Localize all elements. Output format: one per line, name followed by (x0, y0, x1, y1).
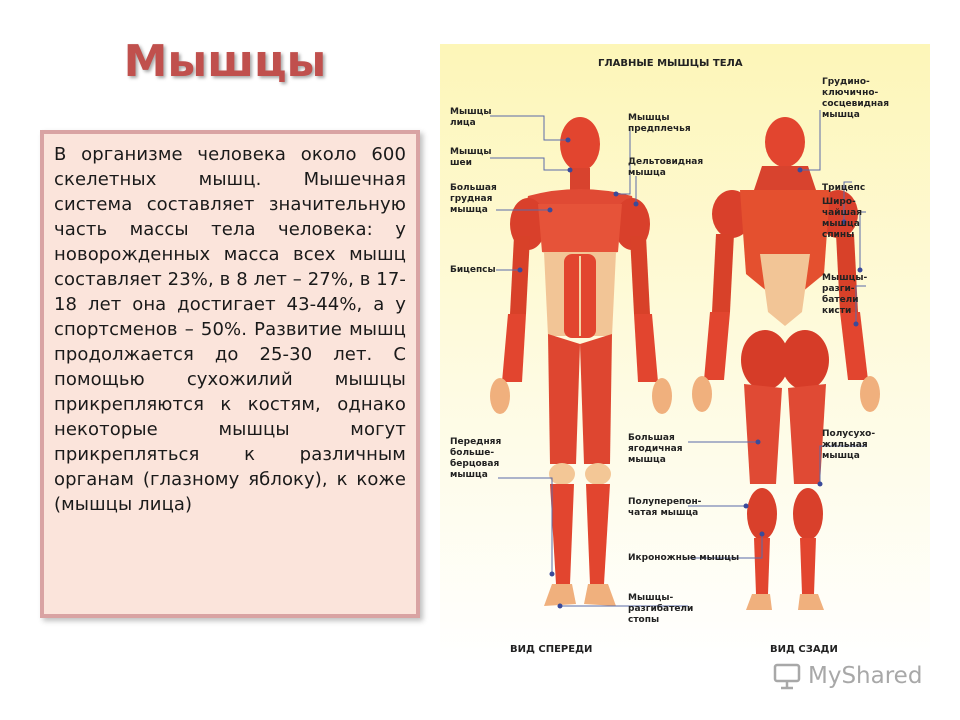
diagram-header: ГЛАВНЫЕ МЫШЦЫ ТЕЛА (598, 58, 743, 69)
muscle-label: Полуперепон-чатая мышца (628, 497, 702, 518)
muscle-label: Полусухо-жильная мышца (822, 429, 876, 461)
muscle-label: Икроножные мышцы (628, 553, 740, 563)
muscle-label: Грудино-ключично-сосцевидная мышца (822, 77, 889, 120)
muscle-diagram (440, 44, 930, 664)
text-box (40, 130, 420, 618)
muscle-label: Большая ягодичная мышца (628, 433, 683, 465)
muscle-label: Бицепсы (450, 265, 496, 275)
muscle-label: Мышцы шеи (450, 147, 492, 168)
muscle-label: Мышцы лица (450, 107, 492, 128)
body-paragraph: В организме человека около 600 скелетных мышц. Мышечная система составляет значительную часть массы тела человека: у новорожденных масса всех мышц составляет 23%, в 8 лет – 27%, в 17-18 лет она достигает 43-44%, а у спортсменов – 50%. Развитие мышц продолжается до 25-30 лет. С помощью сухожилий мышцы прикрепляются к костям, однако некоторые мышцы могут прикрепляться к различным органам (глазному яблоку), к коже (мышцы лица) (54, 144, 406, 515)
muscle-label: Передняя больше-берцовая мышца (450, 437, 502, 480)
muscle-label: Трицепс (822, 183, 866, 193)
back-view-caption: ВИД СЗАДИ (770, 644, 838, 655)
muscle-label: Дельтовидная мышца (628, 157, 704, 178)
slide-title: Мышцы (123, 36, 327, 87)
presentation-icon (772, 662, 802, 690)
muscle-label: Мышцы-разгибатели стопы (628, 593, 694, 625)
muscle-label: Мышцы-разги-батели кисти (822, 273, 868, 316)
muscle-label: Широ-чайшая мышца спины (822, 197, 862, 240)
muscle-label: Большая грудная мышца (450, 183, 497, 215)
watermark-text: MyShared (808, 663, 923, 689)
muscle-label: Мышцы предплечья (628, 113, 691, 134)
watermark (772, 660, 932, 694)
front-view-caption: ВИД СПЕРЕДИ (510, 644, 593, 655)
